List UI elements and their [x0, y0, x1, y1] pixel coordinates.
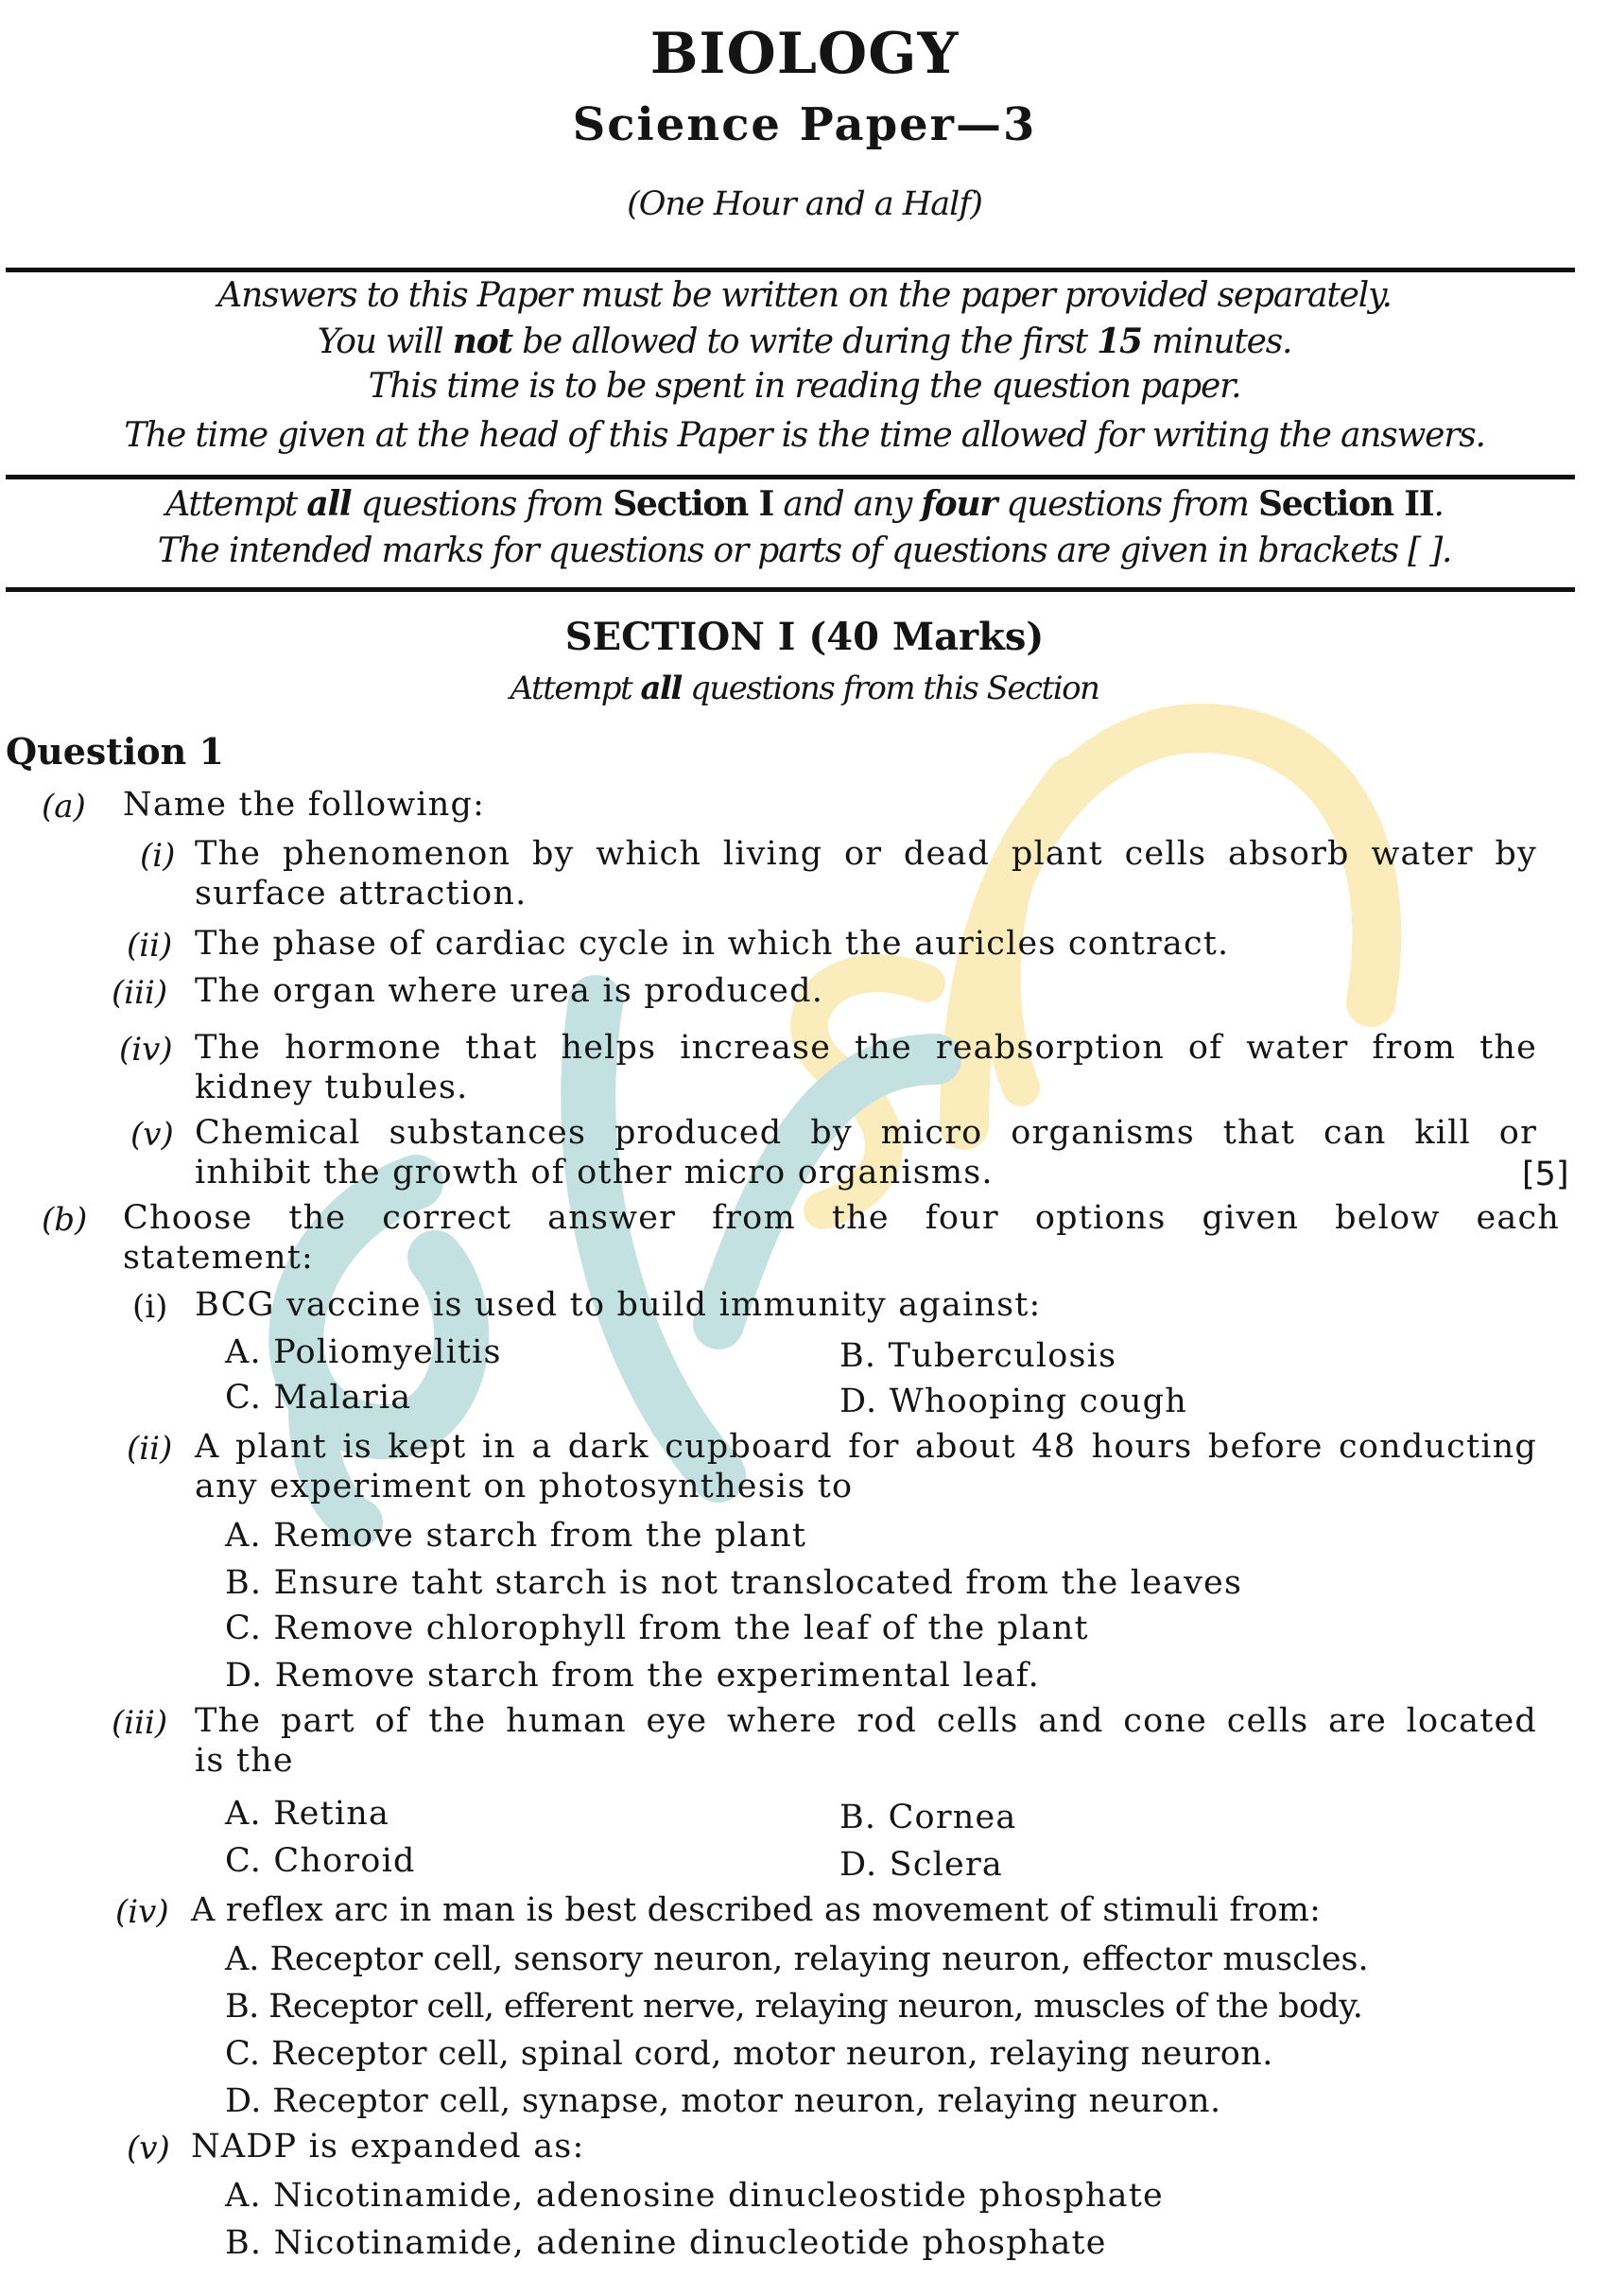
instruction-line: This time is to be spent in reading the question paper. [368, 367, 1241, 406]
item-text: BCG vaccine is used to build immunity against: [195, 1286, 1042, 1324]
divider [6, 587, 1575, 592]
item-text: Chemical substances produced by micro organisms that can kill or [195, 1114, 1537, 1152]
option: B. Tuberculosis [839, 1337, 1117, 1375]
instruction-line: Answers to this Paper must be written on the paper provided separately. [217, 276, 1392, 315]
option: A. Retina [225, 1795, 390, 1833]
instruction-text: . [1433, 485, 1444, 524]
option: A. Nicotinamide, adenosine dinucleostide phosphate [225, 2177, 1164, 2215]
option: A. Poliomyelitis [225, 1333, 502, 1371]
part-label: (b) [42, 1201, 88, 1239]
part-prompt: Choose the correct answer from the four options given below each [123, 1199, 1560, 1237]
item-text: NADP is expanded as: [191, 2128, 585, 2166]
item-label: (iv) [119, 1031, 173, 1069]
section-subtitle [0, 670, 1609, 707]
item-label: (iii) [112, 1704, 168, 1742]
section-title: SECTION I (40 Marks) [564, 615, 1045, 659]
section-subtitle-emphasis: all [640, 670, 682, 707]
instruction-line: The intended marks for questions or parts of questions are given in brackets [ ]. [157, 531, 1452, 570]
option: B. Receptor cell, efferent nerve, relaying neuron, muscles of the body. [225, 1988, 1363, 2026]
instruction-emphasis: Section II [1257, 484, 1434, 524]
instruction-text: questions from [351, 485, 614, 524]
instruction-line: The time given at the head of this Paper is the time allowed for writing the answers. [124, 416, 1485, 455]
option: D. Whooping cough [839, 1383, 1187, 1420]
section-subtitle-text: questions from this Section [681, 670, 1099, 707]
option: D. Sclera [839, 1846, 1003, 1884]
option: A. Receptor cell, sensory neuron, relaying neuron, effector muscles. [225, 1940, 1369, 1978]
instruction-emphasis: not [452, 322, 512, 361]
option: D. Remove starch from the experimental leaf. [225, 1657, 1041, 1695]
part-prompt: Name the following: [123, 786, 486, 824]
instruction-text: Attempt [165, 485, 307, 524]
item-label: (ii) [127, 927, 173, 965]
instruction-text: questions from [996, 485, 1258, 524]
watermark-teal-stroke [588, 1002, 718, 1475]
item-text: inhibit the growth of other micro organisms. [195, 1154, 994, 1191]
option: C. Receptor cell, spinal cord, motor neuron, relaying neuron. [225, 2035, 1273, 2073]
option: B. Nicotinamide, adenine dinucleotide phosphate [225, 2224, 1107, 2262]
item-text: The phase of cardiac cycle in which the auricles contract. [195, 925, 1230, 963]
instruction-emphasis: Section I [613, 484, 774, 524]
instruction-emphasis: four [921, 484, 997, 524]
item-text: surface attraction. [195, 875, 528, 913]
item-text: The part of the human eye where rod cells and cone cells are located [195, 1702, 1537, 1740]
item-text: The organ where urea is produced. [195, 972, 824, 1010]
paper-duration: (One Hour and a Half) [627, 185, 982, 223]
instruction-text: minutes. [1141, 322, 1292, 361]
watermark-teal-arc [718, 1059, 936, 1324]
paper-title: BIOLOGY [649, 21, 960, 87]
divider [6, 475, 1575, 479]
option: C. Malaria [225, 1379, 412, 1417]
option: A. Remove starch from the plant [225, 1517, 807, 1555]
item-label: (v) [130, 1116, 174, 1154]
question-heading: Question 1 [6, 730, 224, 773]
item-text: The phenomenon by which living or dead plant cells absorb water by [195, 835, 1537, 873]
section-subtitle-text: Attempt [510, 670, 641, 707]
item-text: is the [195, 1742, 294, 1780]
instruction-line [0, 484, 1609, 524]
item-label: (i) [132, 1288, 168, 1326]
item-text: A plant is kept in a dark cupboard for about 48 hours before conducting [195, 1428, 1537, 1466]
item-label: (i) [140, 837, 176, 875]
item-text: kidney tubules. [195, 1069, 469, 1106]
divider [6, 268, 1575, 272]
option: C. Remove chlorophyll from the leaf of the plant [225, 1609, 1089, 1647]
option: B. Ensure taht starch is not translocated from the leaves [225, 1564, 1243, 1602]
instruction-text: and any [773, 485, 922, 524]
option: C. Choroid [225, 1842, 416, 1880]
item-text: The hormone that helps increase the reabsorption of water from the [195, 1029, 1537, 1067]
option: B. Cornea [839, 1799, 1017, 1836]
instruction-emphasis: 15 [1097, 322, 1142, 361]
item-label: (v) [127, 2130, 170, 2167]
part-label: (a) [42, 788, 86, 826]
part-prompt: statement: [123, 1239, 314, 1277]
item-label: (iii) [112, 974, 168, 1012]
option: D. Receptor cell, synapse, motor neuron, relaying neuron. [225, 2082, 1221, 2120]
watermark-teal-tail [312, 1409, 359, 1522]
item-text: any experiment on photosynthesis to [195, 1468, 854, 1505]
item-text: A reflex arc in man is best described as movement of stimuli from: [191, 1891, 1322, 1929]
instruction-line [0, 322, 1609, 361]
item-label: (ii) [127, 1430, 173, 1468]
instruction-text: be allowed to write during the first [511, 322, 1098, 361]
item-label: (iv) [115, 1893, 169, 1931]
instruction-text: You will [317, 322, 453, 361]
paper-subtitle: Science Paper—3 [572, 98, 1037, 151]
instruction-emphasis: all [306, 484, 352, 524]
marks-badge: [5] [1522, 1156, 1569, 1193]
